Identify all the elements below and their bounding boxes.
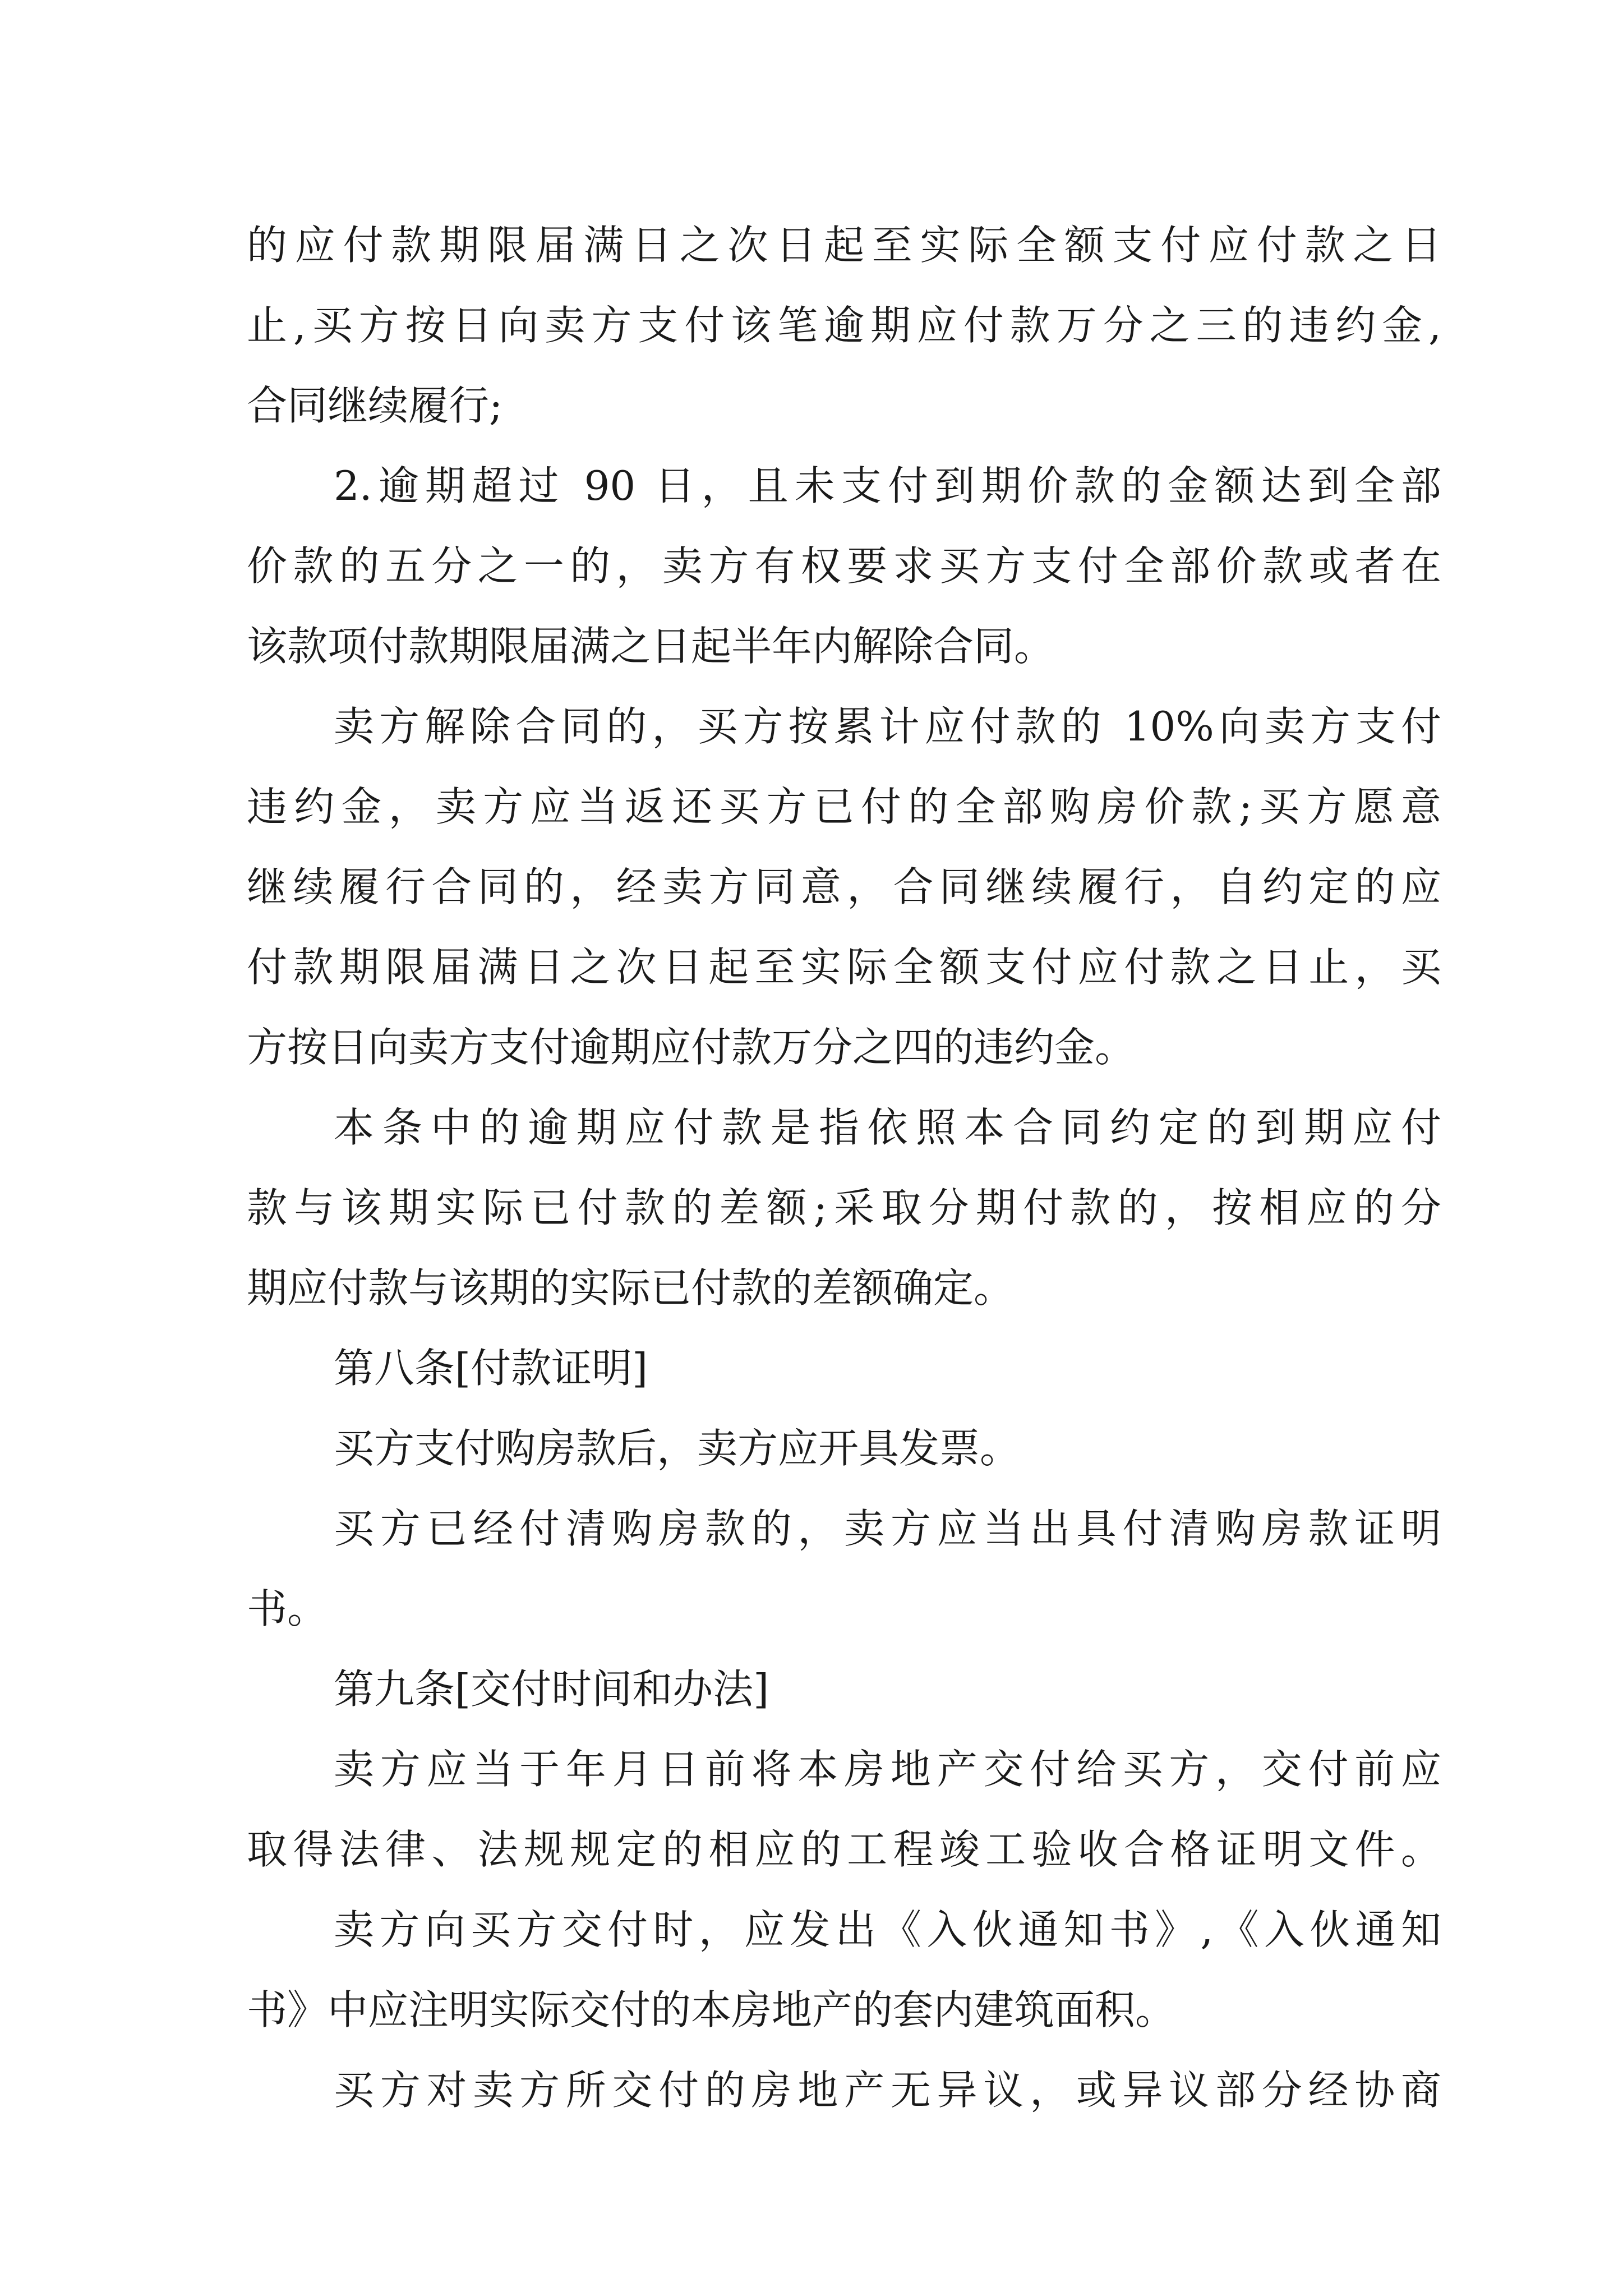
text-line: 卖方向买方交付时，应发出《入伙通知书》,《入伙通知 [334, 1906, 1441, 1953]
text-line: 合同继续履行; [247, 382, 503, 429]
text-line: 买方对卖方所交付的房地产无异议，或异议部分经协商 [334, 2067, 1441, 2114]
text-line: 止,买方按日向卖方支付该笔逾期应付款万分之三的违约金, [247, 302, 1441, 349]
section-heading: 第九条[交付时间和办法] [334, 1665, 769, 1713]
text-line: 取得法律、法规规定的相应的工程竣工验收合格证明文件。 [247, 1826, 1441, 1873]
section-heading: 第八条[付款证明] [334, 1345, 648, 1392]
text-line: 卖方应当于年月日前将本房地产交付给买方，交付前应 [334, 1746, 1441, 1793]
text-line: 书。 [247, 1585, 328, 1632]
text-line: 方按日向卖方支付逾期应付款万分之四的违约金。 [247, 1024, 1136, 1071]
text-line: 款与该期实际已付款的差额;采取分期付款的，按相应的分 [247, 1184, 1441, 1231]
text-line: 书》中应注明实际交付的本房地产的套内建筑面积。 [247, 1986, 1176, 2033]
text-line: 继续履行合同的，经卖方同意，合同继续履行，自约定的应 [247, 863, 1441, 910]
text-line: 卖方解除合同的，买方按累计应付款的 10%向卖方支付 [334, 703, 1441, 750]
text-line: 买方支付购房款后，卖方应开具发票。 [334, 1425, 1021, 1472]
text-line: 买方已经付清购房款的，卖方应当出具付清购房款证明 [334, 1505, 1441, 1552]
text-line: 违约金，卖方应当返还买方已付的全部购房价款;买方愿意 [247, 783, 1441, 830]
text-line: 价款的五分之一的，卖方有权要求买方支付全部价款或者在 [247, 542, 1441, 590]
text-line: 该款项付款期限届满之日起半年内解除合同。 [247, 623, 1055, 670]
text-line: 2.逾期超过 90 日，且未支付到期价款的金额达到全部 [334, 462, 1441, 509]
text-line: 付款期限届满日之次日起至实际全额支付应付款之日止，买 [247, 944, 1441, 991]
text-line: 本条中的逾期应付款是指依照本合同约定的到期应付 [334, 1104, 1441, 1151]
document-body [247, 205, 1441, 2131]
text-line: 的应付款期限届满日之次日起至实际全额支付应付款之日 [247, 222, 1441, 269]
text-line: 期应付款与该期的实际已付款的差额确定。 [247, 1264, 1015, 1312]
